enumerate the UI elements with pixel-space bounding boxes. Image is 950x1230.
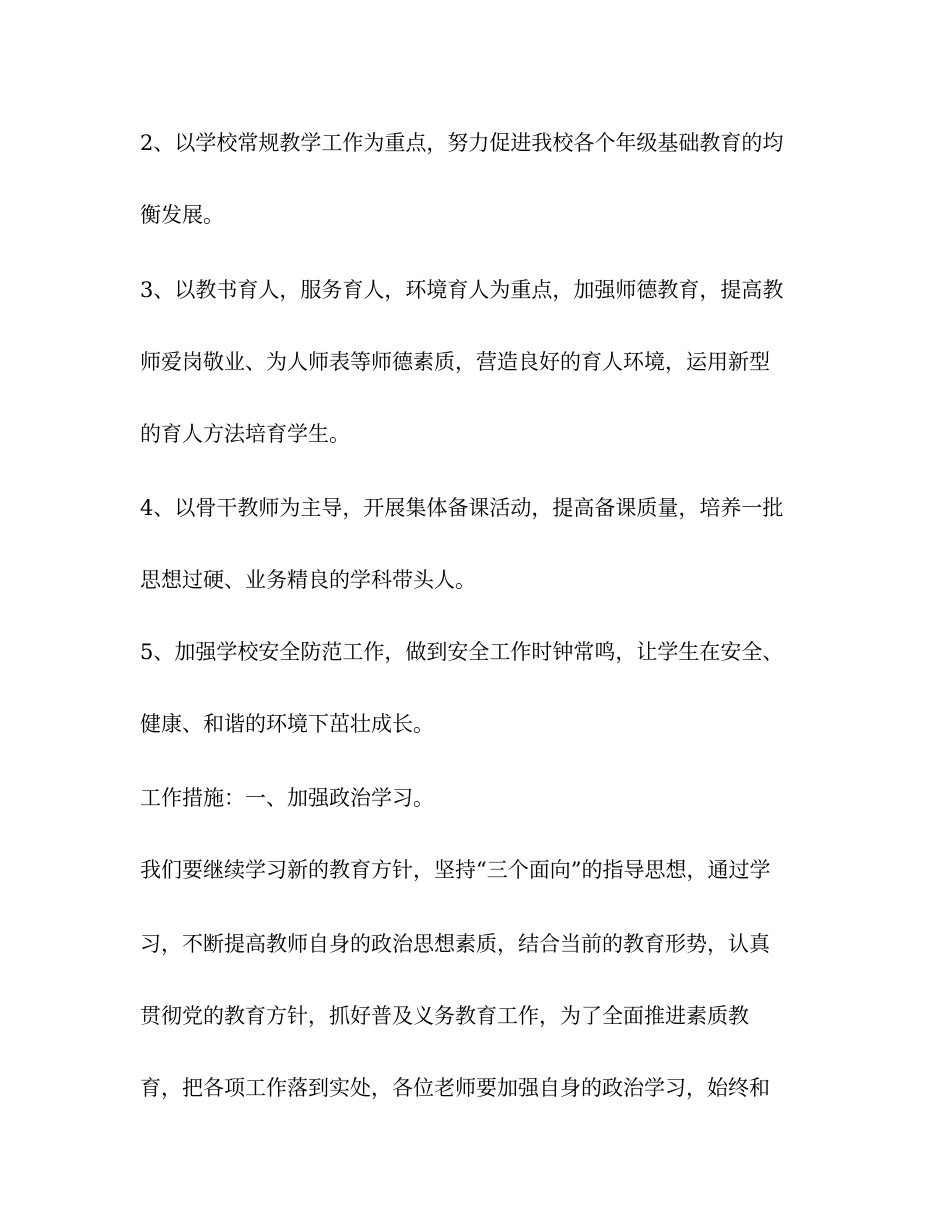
text-line: 5、加强学校安全防范工作，做到安全工作时钟常鸣，让学生在安全、 bbox=[140, 640, 784, 664]
text-line: 育，把各项工作落到实处，各位老师要加强自身的政治学习，始终和 bbox=[140, 1076, 770, 1100]
text-line: 的育人方法培育学生。 bbox=[140, 422, 350, 446]
text-line: 衡发展。 bbox=[140, 203, 224, 227]
text-line: 习，不断提高教师自身的政治思想素质，结合当前的教育形势，认真 bbox=[140, 932, 770, 956]
text-line: 4、以骨干教师为主导，开展集体备课活动，提高备课质量，培养一批 bbox=[140, 496, 784, 520]
text-line: 3、以教书育人，服务育人，环境育人为重点，加强师德教育，提高教 bbox=[140, 278, 784, 302]
text-line: 2、以学校常规教学工作为重点，努力促进我校各个年级基础教育的均 bbox=[140, 131, 784, 155]
text-line: 贯彻党的教育方针，抓好普及义务教育工作，为了全面推进素质教 bbox=[140, 1004, 749, 1028]
section-heading: 工作措施：一、加强政治学习。 bbox=[140, 786, 434, 810]
text-line: 思想过硬、业务精良的学科带头人。 bbox=[140, 568, 476, 592]
text-line: 师爱岗敬业、为人师表等师德素质，营造良好的育人环境，运用新型 bbox=[140, 350, 770, 374]
text-line: 我们要继续学习新的教育方针，坚持“三个面向”的指导思想，通过学 bbox=[140, 858, 771, 882]
text-line: 健康、和谐的环境下茁壮成长。 bbox=[140, 712, 434, 736]
